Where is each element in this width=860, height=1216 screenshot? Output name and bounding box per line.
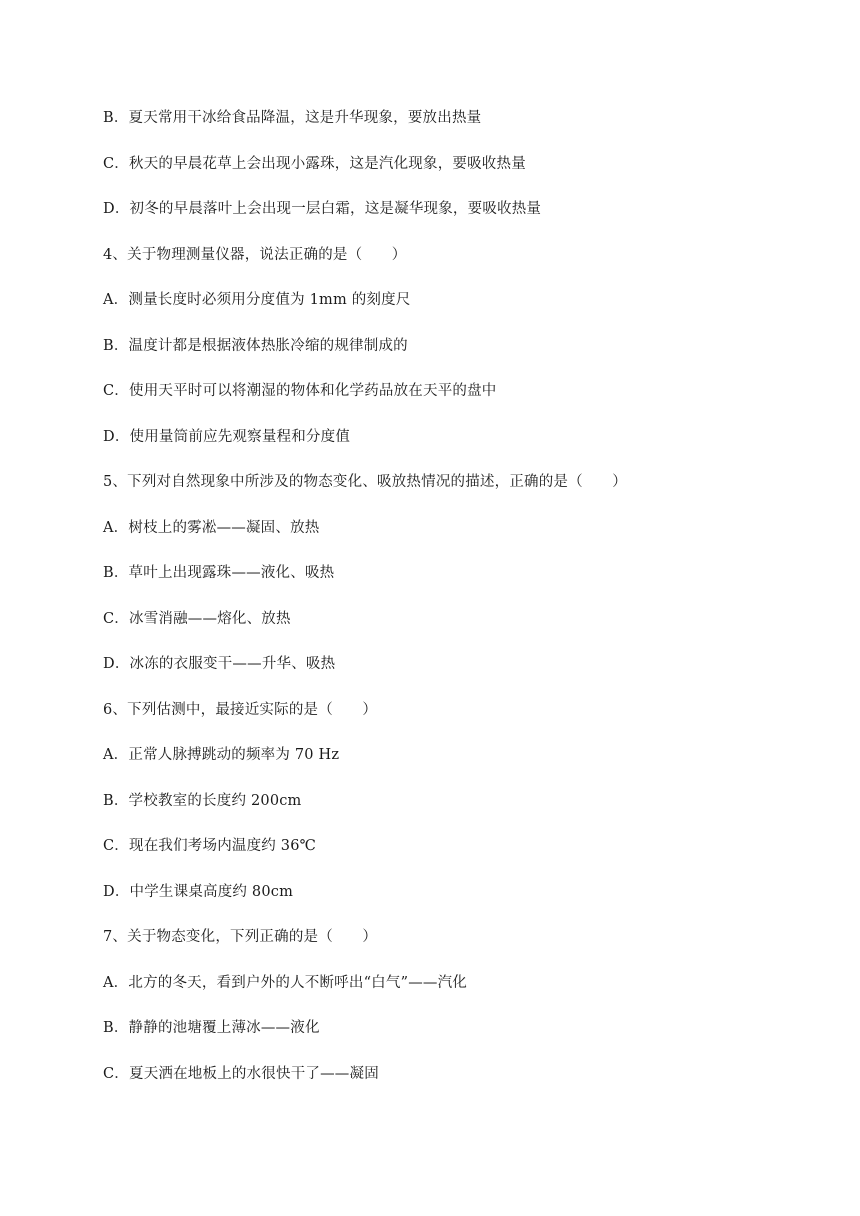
q5-option-d: D．冰冻的衣服变干——升华、吸热 [103,656,336,672]
q3-option-c: C．秋天的早晨花草上会出现小露珠，这是汽化现象，要吸收热量 [103,156,526,172]
question-5: 5、下列对自然现象中所涉及的物态变化、吸放热情况的描述，正确的是（ ） [103,474,627,490]
q5-option-b: B．草叶上出现露珠——液化、吸热 [103,565,335,581]
q5-option-c: C．冰雪消融——熔化、放热 [103,611,291,627]
q4-option-a: A．测量长度时必须用分度值为 1mm 的刻度尺 [103,292,411,308]
q3-option-d: D．初冬的早晨落叶上会出现一层白霜，这是凝华现象，要吸收热量 [103,201,542,217]
q4-option-c: C．使用天平时可以将潮湿的物体和化学药品放在天平的盘中 [103,383,497,399]
question-4: 4、关于物理测量仪器，说法正确的是（ ） [103,247,407,263]
q7-option-b: B．静静的池塘覆上薄冰——液化 [103,1020,320,1036]
q3-option-b: B．夏天常用干冰给食品降温，这是升华现象，要放出热量 [103,110,482,126]
q6-option-d: D．中学生课桌高度约 80cm [103,884,294,900]
q6-option-a: A．正常人脉搏跳动的频率为 70 Hz [103,747,340,763]
q6-option-c: C．现在我们考场内温度约 36℃ [103,838,317,854]
q4-option-b: B．温度计都是根据液体热胀冷缩的规律制成的 [103,338,408,354]
question-7: 7、关于物态变化，下列正确的是（ ） [103,929,378,945]
q6-option-b: B．学校教室的长度约 200cm [103,793,302,809]
q7-option-c: C．夏天洒在地板上的水很快干了——凝固 [103,1066,379,1082]
q7-option-a: A．北方的冬天，看到户外的人不断呼出“白气”——汽化 [103,975,467,991]
q4-option-d: D．使用量筒前应先观察量程和分度值 [103,429,351,445]
question-6: 6、下列估测中，最接近实际的是（ ） [103,702,378,718]
q5-option-a: A．树枝上的雾凇——凝固、放热 [103,520,320,536]
